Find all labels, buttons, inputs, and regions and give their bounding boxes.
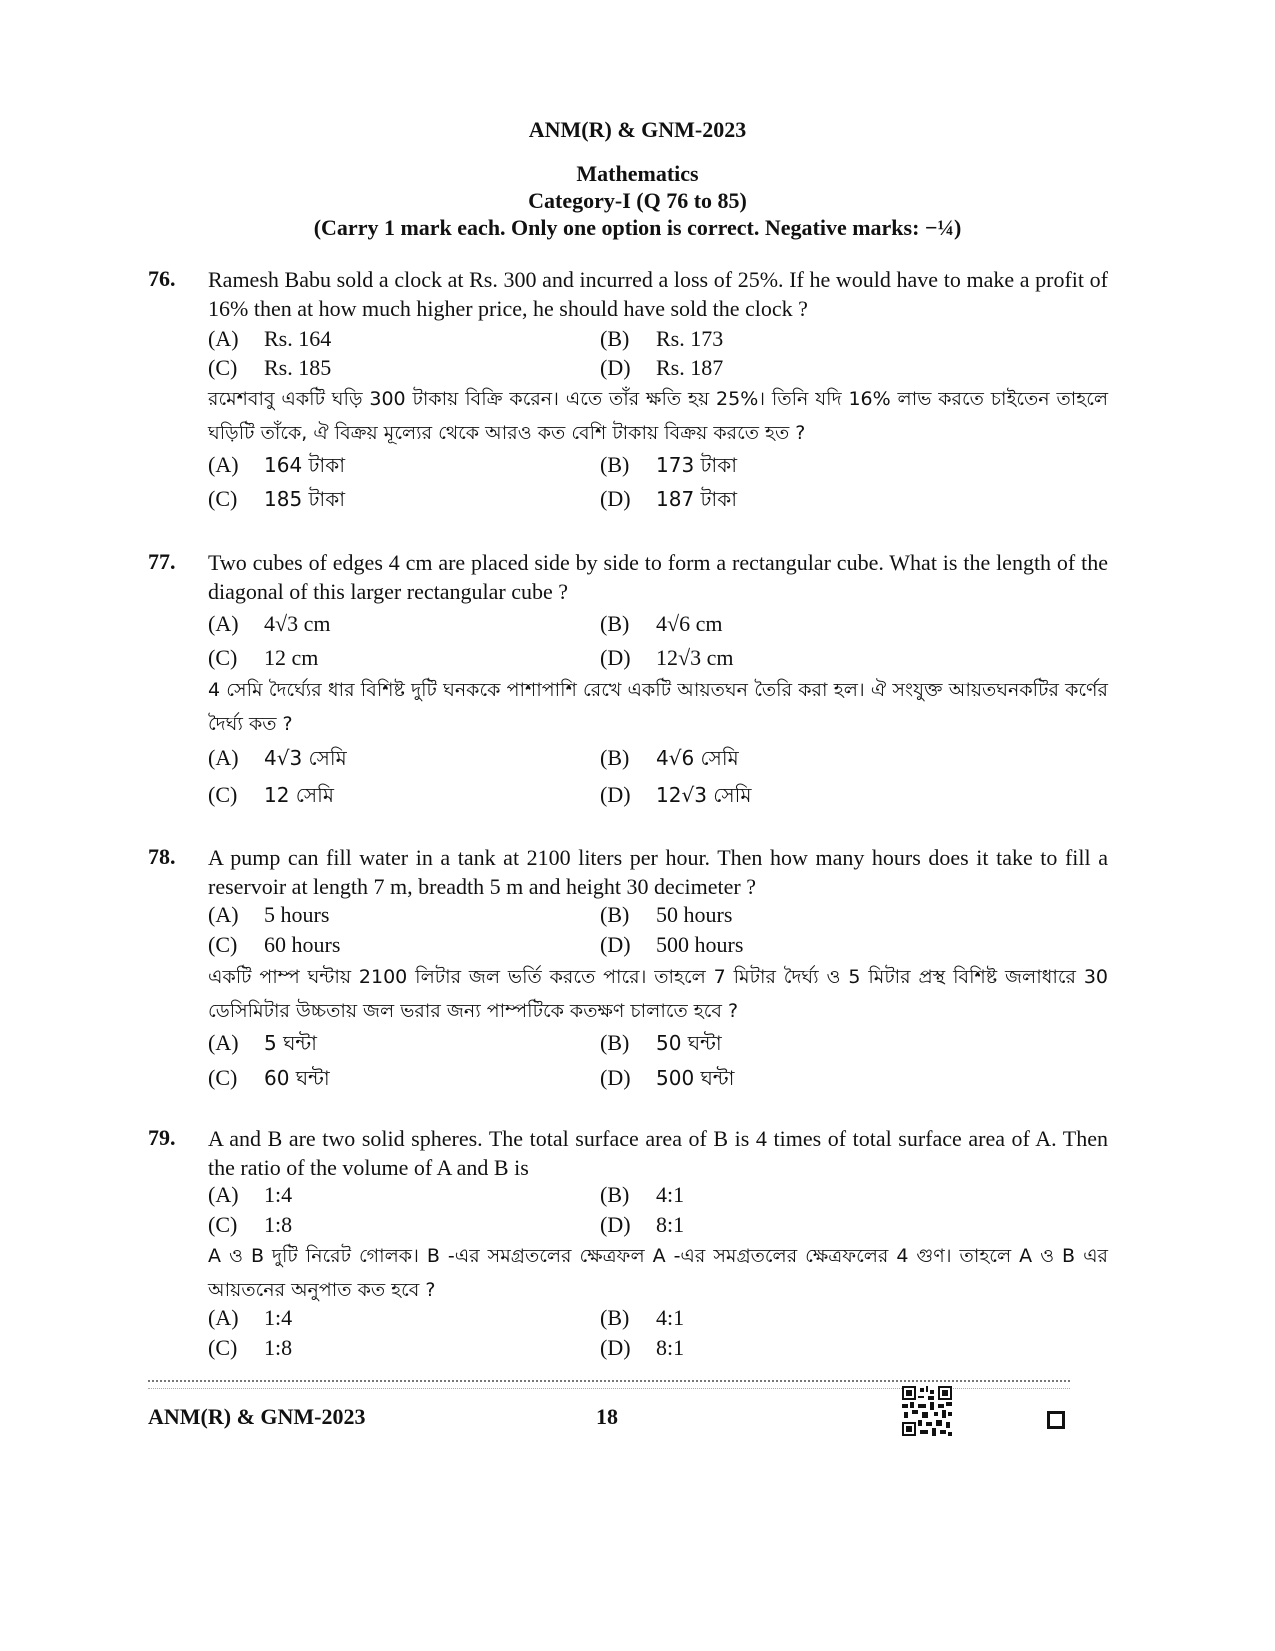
option-bn-d	[600, 484, 737, 514]
option-value: 1:4	[264, 1182, 293, 1207]
option-value: 500 ঘন্টা	[656, 1066, 735, 1090]
option-label: (A)	[208, 1030, 239, 1055]
option-en-a	[208, 609, 330, 639]
option-en-c	[208, 1210, 292, 1240]
option-bn-d	[600, 780, 751, 810]
option-bn-b	[600, 450, 737, 480]
option-label: (D)	[600, 645, 631, 670]
option-bn-c	[208, 780, 334, 810]
option-label: (C)	[208, 1212, 238, 1237]
question-text-bn: A ও B দুটি নিরেট গোলক। B -এর সমগ্রতলের ক্ষেত্রফল A -এর সমগ্রতলের ক্ষেত্রফলের 4 গুণ। তাহলে A ও B এর আয়তনের অনুপাত কত হবে ?	[208, 1245, 1108, 1301]
option-label: (B)	[600, 1305, 630, 1330]
option-label: (B)	[600, 452, 630, 477]
question-number: 76.	[148, 266, 176, 291]
option-label: (D)	[600, 1335, 631, 1360]
option-value: 60 hours	[264, 932, 341, 957]
option-value: 50 ঘন্টা	[656, 1031, 722, 1055]
option-bn-d	[600, 1063, 734, 1093]
option-label: (D)	[600, 355, 631, 380]
question-text-bn: রমেশবাবু একটি ঘড়ি 300 টাকায় বিক্রি করেন। এতে তাঁর ক্ষতি হয় 25%। তিনি যদি 16% লাভ করতে চাইতেন তাহলে ঘড়িটি তাঁকে, ঐ বিক্রয় মূল্যের থেকে আরও কত বেশি টাকায় বিক্রয় করতে হত ?	[208, 388, 1108, 444]
question-text-en: Two cubes of edges 4 cm are placed side by side to form a rectangular cube. What is the length of the diagonal of this larger rectangular cube ?	[208, 550, 1108, 604]
option-bn-b	[600, 1028, 722, 1058]
option-value: 5 hours	[264, 902, 330, 927]
option-value: 4√3 cm	[264, 611, 331, 636]
qr-code-icon	[902, 1386, 952, 1436]
option-en-d	[600, 643, 733, 673]
option-value: 4√6 সেমি	[656, 746, 739, 770]
option-label: (D)	[600, 782, 631, 807]
option-en-b	[600, 609, 722, 639]
option-label: (C)	[208, 1065, 238, 1090]
question-text-en: Ramesh Babu sold a clock at Rs. 300 and incurred a loss of 25%. If he would have to make a profit of 16% then at how much higher price, he should have sold the clock ?	[208, 267, 1108, 321]
exam-title: ANM(R) & GNM-2023	[528, 117, 747, 142]
option-bn-a	[208, 450, 345, 480]
square-mark-icon	[1047, 1411, 1065, 1429]
option-value: 12 cm	[264, 645, 319, 670]
marking-instructions: (Carry 1 mark each. Only one option is correct. Negative marks: −¼)	[313, 215, 962, 240]
option-label: (B)	[600, 1030, 630, 1055]
option-label: (B)	[600, 611, 630, 636]
option-value: 8:1	[656, 1212, 685, 1237]
option-en-a	[208, 900, 329, 930]
option-label: (C)	[208, 782, 238, 807]
option-value: 1:4	[264, 1305, 293, 1330]
option-value: 60 ঘন্টা	[264, 1066, 330, 1090]
option-value: 1:8	[264, 1335, 293, 1360]
question-number: 78.	[148, 844, 176, 869]
subject-title: Mathematics	[576, 161, 699, 186]
question-text-bn: 4 সেমি দৈর্ঘ্যের ধার বিশিষ্ট দুটি ঘনককে পাশাপাশি রেখে একটি আয়তঘন তৈরি করা হল। ঐ সংযুক্ত আয়তঘনকটির কর্ণের দৈর্ঘ্য কত ?	[208, 679, 1108, 735]
option-bn-d	[600, 1333, 684, 1363]
category-title: Category-I (Q 76 to 85)	[528, 188, 747, 213]
option-value: 500 hours	[656, 932, 744, 957]
question-number: 77.	[148, 549, 176, 574]
option-en-b	[600, 324, 723, 354]
option-label: (B)	[600, 745, 630, 770]
option-label: (C)	[208, 932, 238, 957]
option-value: 12√3 cm	[656, 645, 734, 670]
option-en-c	[208, 353, 331, 383]
option-value: 185 টাকা	[264, 487, 346, 511]
option-value: 4:1	[656, 1305, 685, 1330]
option-value: 4√6 cm	[656, 611, 723, 636]
option-label: (C)	[208, 645, 238, 670]
option-label: (A)	[208, 326, 239, 351]
option-value: 187 টাকা	[656, 487, 738, 511]
option-en-d	[600, 930, 743, 960]
option-label: (D)	[600, 1065, 631, 1090]
option-label: (D)	[600, 1212, 631, 1237]
option-label: (A)	[208, 745, 239, 770]
option-label: (B)	[600, 1182, 630, 1207]
option-label: (C)	[208, 355, 238, 380]
option-value: Rs. 185	[264, 355, 332, 380]
option-bn-c	[208, 1333, 292, 1363]
option-value: 4:1	[656, 1182, 685, 1207]
option-bn-c	[208, 1063, 330, 1093]
question-text-bn: একটি পাম্প ঘন্টায় 2100 লিটার জল ভর্তি করতে পারে। তাহলে 7 মিটার দৈর্ঘ্য ও 5 মিটার প্রস্থ বিশিষ্ট জলাধারে 30 ডেসিমিটার উচ্চতায় জল ভরার জন্য পাম্পটিকে কতক্ষণ চালাতে হবে ?	[208, 966, 1108, 1022]
option-label: (B)	[600, 326, 630, 351]
option-label: (D)	[600, 932, 631, 957]
option-value: 173 টাকা	[656, 453, 738, 477]
option-value: 4√3 সেমি	[264, 746, 347, 770]
option-en-c	[208, 930, 340, 960]
option-label: (A)	[208, 452, 239, 477]
option-en-a	[208, 1180, 292, 1210]
question-number: 79.	[148, 1125, 176, 1150]
option-label: (A)	[208, 1182, 239, 1207]
option-bn-a	[208, 1028, 317, 1058]
footer-exam-code: ANM(R) & GNM-2023	[148, 1404, 366, 1429]
option-label: (B)	[600, 902, 630, 927]
option-value: 1:8	[264, 1212, 293, 1237]
option-value: 5 ঘন্টা	[264, 1031, 317, 1055]
question-text-en: A and B are two solid spheres. The total surface area of B is 4 times of total surface area of A. Then the ratio of the volume of A and B is	[208, 1126, 1108, 1180]
option-bn-b	[600, 743, 739, 773]
option-label: (A)	[208, 611, 239, 636]
option-bn-a	[208, 743, 347, 773]
option-value: 50 hours	[656, 902, 733, 927]
option-en-b	[600, 1180, 684, 1210]
option-value: 164 টাকা	[264, 453, 346, 477]
option-value: 8:1	[656, 1335, 685, 1360]
option-label: (C)	[208, 486, 238, 511]
option-value: Rs. 187	[656, 355, 724, 380]
page-number: 18	[596, 1404, 618, 1429]
option-en-d	[600, 353, 723, 383]
option-en-c	[208, 643, 318, 673]
option-value: Rs. 164	[264, 326, 332, 351]
option-label: (A)	[208, 1305, 239, 1330]
option-en-a	[208, 324, 331, 354]
option-value: Rs. 173	[656, 326, 724, 351]
option-bn-c	[208, 484, 345, 514]
option-value: 12√3 সেমি	[656, 783, 752, 807]
option-bn-b	[600, 1303, 684, 1333]
option-label: (D)	[600, 486, 631, 511]
question-text-en: A pump can fill water in a tank at 2100 liters per hour. Then how many hours does it take to fill a reservoir at length 7 m, breadth 5 m and height 30 decimeter ?	[208, 845, 1108, 899]
option-label: (C)	[208, 1335, 238, 1360]
option-bn-a	[208, 1303, 292, 1333]
option-value: 12 সেমি	[264, 783, 334, 807]
option-en-b	[600, 900, 732, 930]
option-en-d	[600, 1210, 684, 1240]
option-label: (A)	[208, 902, 239, 927]
